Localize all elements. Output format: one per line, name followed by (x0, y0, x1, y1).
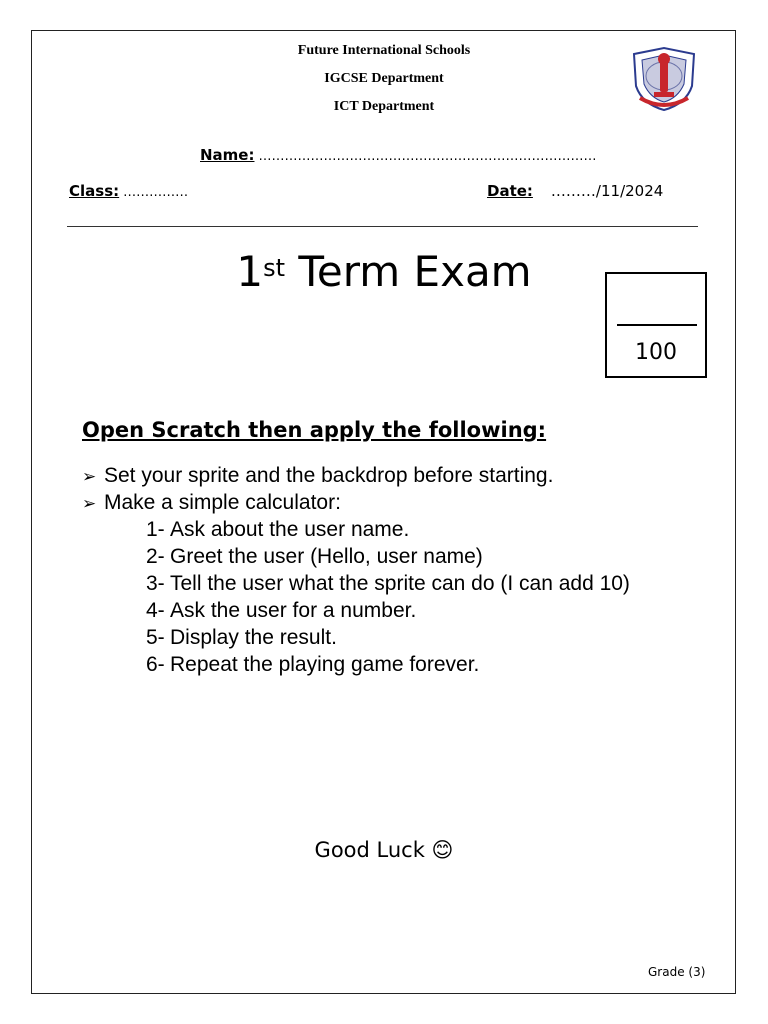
subdepartment-name: ICT Department (333, 99, 435, 114)
step-item: 3- Tell the user what the sprite can do (I can add 10) (146, 572, 630, 595)
arrow-bullet-icon: ➢ (82, 467, 97, 486)
score-total: 100 (635, 340, 677, 365)
date-label: Date: (487, 182, 533, 200)
step-item: 4- Ask the user for a number. (146, 599, 417, 622)
department-name: IGCSE Department (324, 71, 444, 86)
class-label: Class: (69, 182, 120, 200)
instruction-bullet: ➢ Set your sprite and the backdrop before starting. (82, 462, 553, 490)
header-divider (67, 226, 698, 227)
name-field (200, 146, 596, 164)
date-value: ………/11/2024 (550, 182, 664, 200)
step-item: 2- Greet the user (Hello, user name) (146, 545, 483, 568)
step-item: 1- Ask about the user name. (146, 518, 410, 541)
school-name: Future International Schools (297, 43, 471, 58)
step-item: 6- Repeat the playing game forever. (146, 653, 480, 676)
name-label: Name: (200, 146, 255, 164)
class-blank: …………… (123, 185, 189, 200)
name-blank: …………………………………………………………………… (258, 149, 597, 164)
instruction-bullet: ➢ Make a simple calculator: (82, 489, 341, 517)
page-title: 1st Term Exam (236, 247, 532, 296)
instructions-heading: Open Scratch then apply the following: (82, 418, 547, 442)
score-box (605, 272, 707, 378)
class-field (69, 182, 188, 200)
arrow-bullet-icon: ➢ (82, 494, 97, 513)
score-blank-line (617, 324, 697, 326)
date-field (487, 182, 663, 200)
step-item: 5- Display the result. (146, 626, 337, 649)
good-luck-message: Good Luck 😊 (314, 838, 454, 862)
grade-footer: Grade (3) (648, 965, 706, 979)
school-crest-icon (628, 46, 700, 112)
